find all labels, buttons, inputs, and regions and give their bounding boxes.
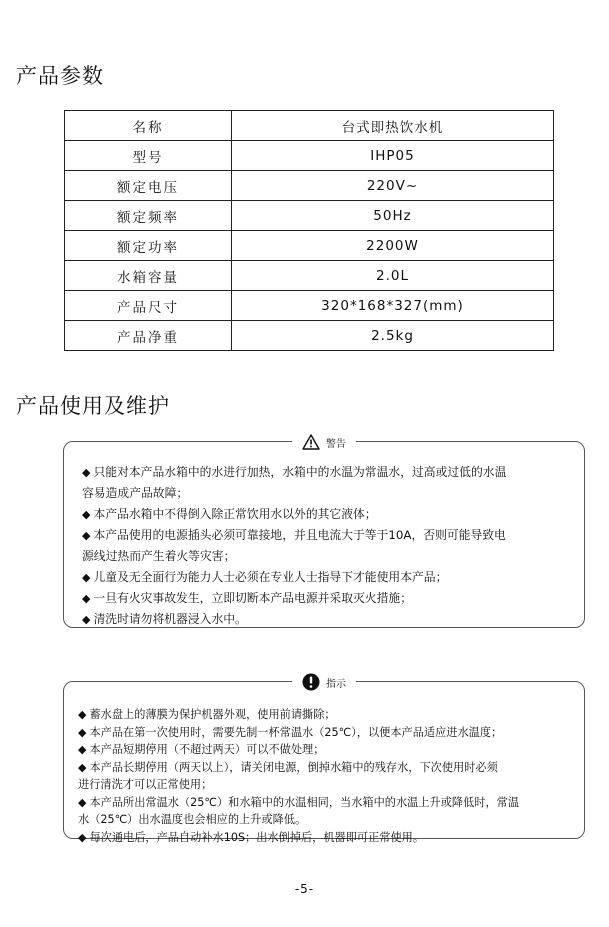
spec-table: [64, 110, 554, 351]
spec-key: 产品净重: [65, 321, 232, 351]
spec-key: 额定电压: [65, 171, 232, 201]
warning-header: [292, 430, 356, 454]
section-title-usage: 产品使用及维护: [16, 394, 170, 418]
spec-value: IHP05: [232, 141, 554, 171]
list-item-text: 本产品所出常温水（25℃）和水箱中的水温相同，当水箱中的水温上升或降低时，常温: [89, 795, 520, 809]
spec-row: [65, 171, 554, 201]
list-item-text: 每次通电后，产品自动补水10S；出水倒掉后，机器即可正常使用。: [89, 830, 425, 844]
spec-row: [65, 261, 554, 291]
tip-header: [292, 670, 356, 694]
spec-value: 320*168*327(mm): [232, 291, 554, 321]
spec-key: 产品尺寸: [65, 291, 232, 321]
bullet-diamond-icon: ◆: [78, 708, 87, 721]
warning-item: [64, 483, 574, 504]
spec-value: 2.5kg: [232, 321, 554, 351]
warning-title: 警告: [326, 438, 346, 450]
warning-triangle-icon: [302, 434, 320, 450]
bullet-diamond-icon: ◆: [78, 725, 87, 739]
spec-row: [65, 141, 554, 171]
tip-item: [64, 811, 574, 829]
spec-row: [65, 291, 554, 321]
spec-row: [65, 111, 554, 141]
spec-value: 220V~: [232, 171, 554, 201]
exclamation-circle-icon: [302, 673, 320, 691]
bullet-diamond-icon: ◆: [78, 743, 87, 756]
warning-box: [63, 438, 585, 628]
bullet-diamond-icon: ◆: [82, 571, 91, 584]
bullet-diamond-icon: ◆: [78, 795, 87, 809]
spec-value: 2200W: [232, 231, 554, 261]
spec-value: 2.0L: [232, 261, 554, 291]
tip-item: [64, 741, 574, 759]
section-title-specs: 产品参数: [16, 64, 104, 88]
spec-row: [65, 201, 554, 231]
spec-key: 型号: [65, 141, 232, 171]
spec-key: 水箱容量: [65, 261, 232, 291]
tip-box: [63, 678, 585, 844]
list-item-text: 源线过热而产生着火等灾害；: [82, 549, 236, 563]
tip-item: [64, 759, 574, 777]
list-item-text: 本产品水箱中不得倒入除正常饮用水以外的其它液体；: [93, 507, 377, 521]
spec-key: 名称: [65, 111, 232, 141]
bullet-diamond-icon: ◆: [82, 613, 91, 626]
bullet-diamond-icon: ◆: [82, 529, 91, 542]
list-item-text: 进行清洗才可以正常使用；: [78, 778, 213, 791]
spec-row: [65, 231, 554, 261]
list-item-text: 本产品在第一次使用时，需要先制一杯常温水（25℃），以便本产品适应进水温度；: [89, 725, 503, 739]
spec-value: 台式即热饮水机: [232, 111, 554, 141]
list-item-text: 本产品短期停用（不超过两天）可以不做处理；: [89, 743, 325, 756]
warning-item: [64, 546, 574, 567]
tip-item: [64, 724, 574, 742]
bullet-diamond-icon: ◆: [78, 830, 87, 844]
bullet-diamond-icon: ◆: [82, 508, 91, 521]
list-item-text: 本产品使用的电源插头必须可靠接地，并且电流大于等于10A，否则可能导致电: [93, 528, 506, 542]
tip-item: [64, 794, 574, 812]
page-number: -5-: [294, 882, 315, 896]
warning-item: [64, 567, 574, 588]
warning-item: [64, 462, 574, 483]
spec-key: 额定功率: [65, 231, 232, 261]
tip-item: [64, 706, 574, 724]
bullet-diamond-icon: ◆: [82, 592, 91, 605]
list-item-text: 蓄水盘上的薄膜为保护机器外观，使用前请撕除；: [89, 708, 336, 721]
warning-item: [64, 588, 574, 609]
list-item-text: 本产品长期停用（两天以上），请关闭电源，倒掉水箱中的残存水，下次使用时必须: [89, 760, 498, 774]
warning-item: [64, 525, 574, 546]
tip-item: [64, 829, 574, 847]
warning-list: [64, 462, 574, 630]
bullet-diamond-icon: ◆: [78, 760, 87, 774]
warning-item: [64, 504, 574, 525]
tip-list: [64, 706, 574, 846]
list-item-text: 清洗时请勿将机器浸入水中。: [93, 612, 247, 626]
warning-item: [64, 609, 574, 630]
list-item-text: 一旦有火灾事故发生，立即切断本产品电源并采取灭火措施；: [93, 591, 412, 605]
list-item-text: 只能对本产品水箱中的水进行加热，水箱中的水温为常温水，过高或过低的水温: [93, 465, 507, 479]
list-item-text: 水（25℃）出水温度也会相应的上升或降低。: [78, 813, 307, 826]
list-item-text: 儿童及无全面行为能力人士必须在专业人士指导下才能使用本产品；: [93, 570, 448, 584]
spec-key: 额定频率: [65, 201, 232, 231]
spec-value: 50Hz: [232, 201, 554, 231]
list-item-text: 容易造成产品故障；: [82, 486, 189, 500]
tip-item: [64, 776, 574, 794]
spec-row: [65, 321, 554, 351]
bullet-diamond-icon: ◆: [82, 466, 91, 479]
tip-title: 指示: [326, 678, 346, 690]
